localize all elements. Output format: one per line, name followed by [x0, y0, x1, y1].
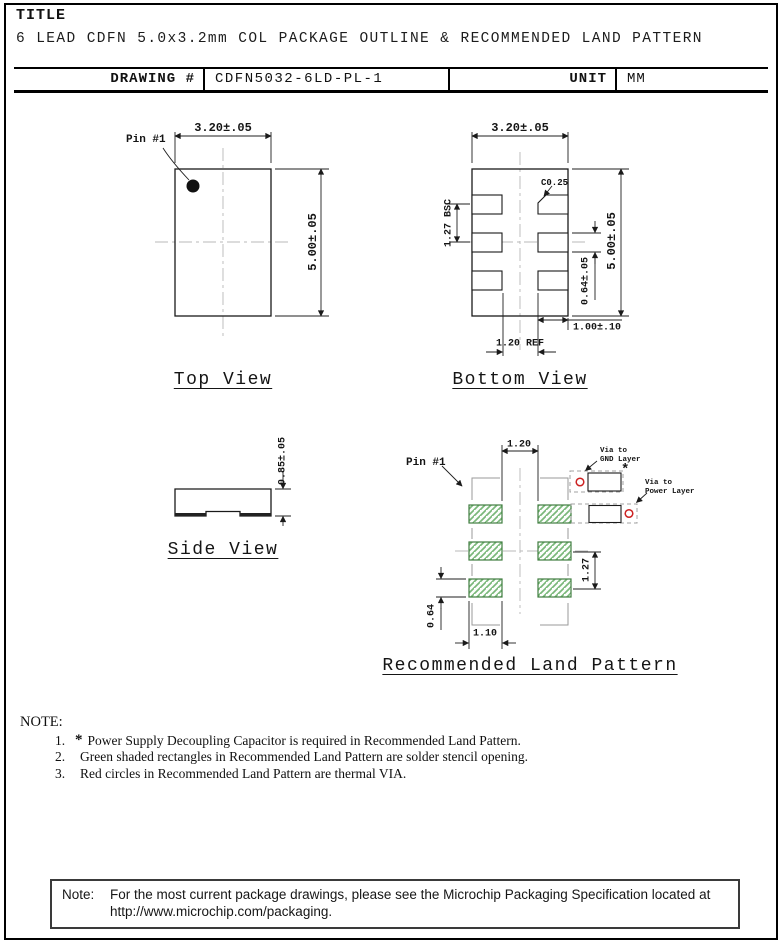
drawing-canvas: [0, 100, 782, 710]
drawing-info-bar: [14, 67, 768, 93]
page-title: 6 LEAD CDFN 5.0x3.2mm COL PACKAGE OUTLINE & RECOMMENDED LAND PATTERN: [16, 31, 703, 47]
power-via-circle: [625, 510, 633, 518]
notes-heading: NOTE:: [20, 714, 63, 730]
footer-note-box: [50, 879, 740, 929]
thickness-dim: 0.85±.05: [277, 436, 289, 486]
top-view-drawing: [155, 132, 329, 337]
pitch-dim: 1.27 BSC: [443, 198, 455, 248]
bottom-height-dim: 5.00±.05: [605, 212, 619, 270]
top-width-dim: 3.20±.05: [194, 121, 252, 135]
bottom-width-dim: 3.20±.05: [491, 121, 549, 135]
side-view-label: Side View: [167, 540, 279, 560]
title-label: TITLE: [16, 7, 67, 24]
lp-pad-height-dim: 0.64: [426, 603, 438, 629]
via-power-label: Via to Power Layer: [645, 479, 695, 496]
pad-length-dim: 1.00±.10: [572, 322, 622, 334]
unit-value: MM: [627, 71, 646, 87]
pin1-chamfered-pad: [538, 195, 568, 214]
notes-section: [20, 714, 528, 781]
land-pattern-drawing: [436, 445, 647, 649]
note-item-1: 1. * Power Supply Decoupling Capacitor is required in Recommended Land Pattern.: [55, 731, 521, 748]
lp-pin1-label: Pin #1: [406, 457, 446, 469]
pin1-dot: [187, 180, 200, 193]
top-height-dim: 5.00±.05: [306, 213, 320, 271]
top-pin1-label: Pin #1: [126, 134, 166, 146]
via-gnd-label: Via to GND Layer: [600, 447, 641, 464]
pad-height-dim: 0.64±.05: [580, 256, 592, 306]
lp-pitch-dim: 1.27: [581, 557, 593, 583]
packaging-url[interactable]: http://www.microchip.com/packaging.: [110, 904, 333, 919]
footer-note-label: Note:: [62, 887, 95, 902]
chamfer-dim: C0.25: [541, 178, 569, 188]
drawing-number-value: CDFN5032-6LD-PL-1: [205, 69, 450, 90]
lp-gap-dim: 1.20: [506, 439, 532, 451]
unit-label: UNIT: [450, 69, 617, 90]
top-view-label: Top View: [173, 370, 273, 390]
footer-note-text: For the most current package drawings, please see the Microchip Packaging Specification located at http://www.microchip.com/packaging.: [110, 887, 711, 919]
power-via-pad: [589, 506, 621, 523]
note-item-3: 3. Red circles in Recommended Land Pattern are thermal VIA.: [55, 765, 407, 781]
land-pattern-label: Recommended Land Pattern: [382, 656, 678, 676]
gnd-via-pad: [588, 473, 621, 491]
bottom-view-label: Bottom View: [452, 370, 588, 390]
ref-dim: 1.20 REF: [495, 338, 545, 350]
drawing-number-label: DRAWING #: [14, 69, 205, 90]
lp-pad-width-dim: 1.10: [472, 628, 498, 640]
gnd-via-circle: [576, 478, 584, 486]
note-item-2: 2. Green shaded rectangles in Recommended Land Pattern are solder stencil opening.: [55, 749, 528, 764]
decoupling-cap-star: *: [621, 462, 630, 478]
side-view-drawing: [175, 472, 291, 526]
